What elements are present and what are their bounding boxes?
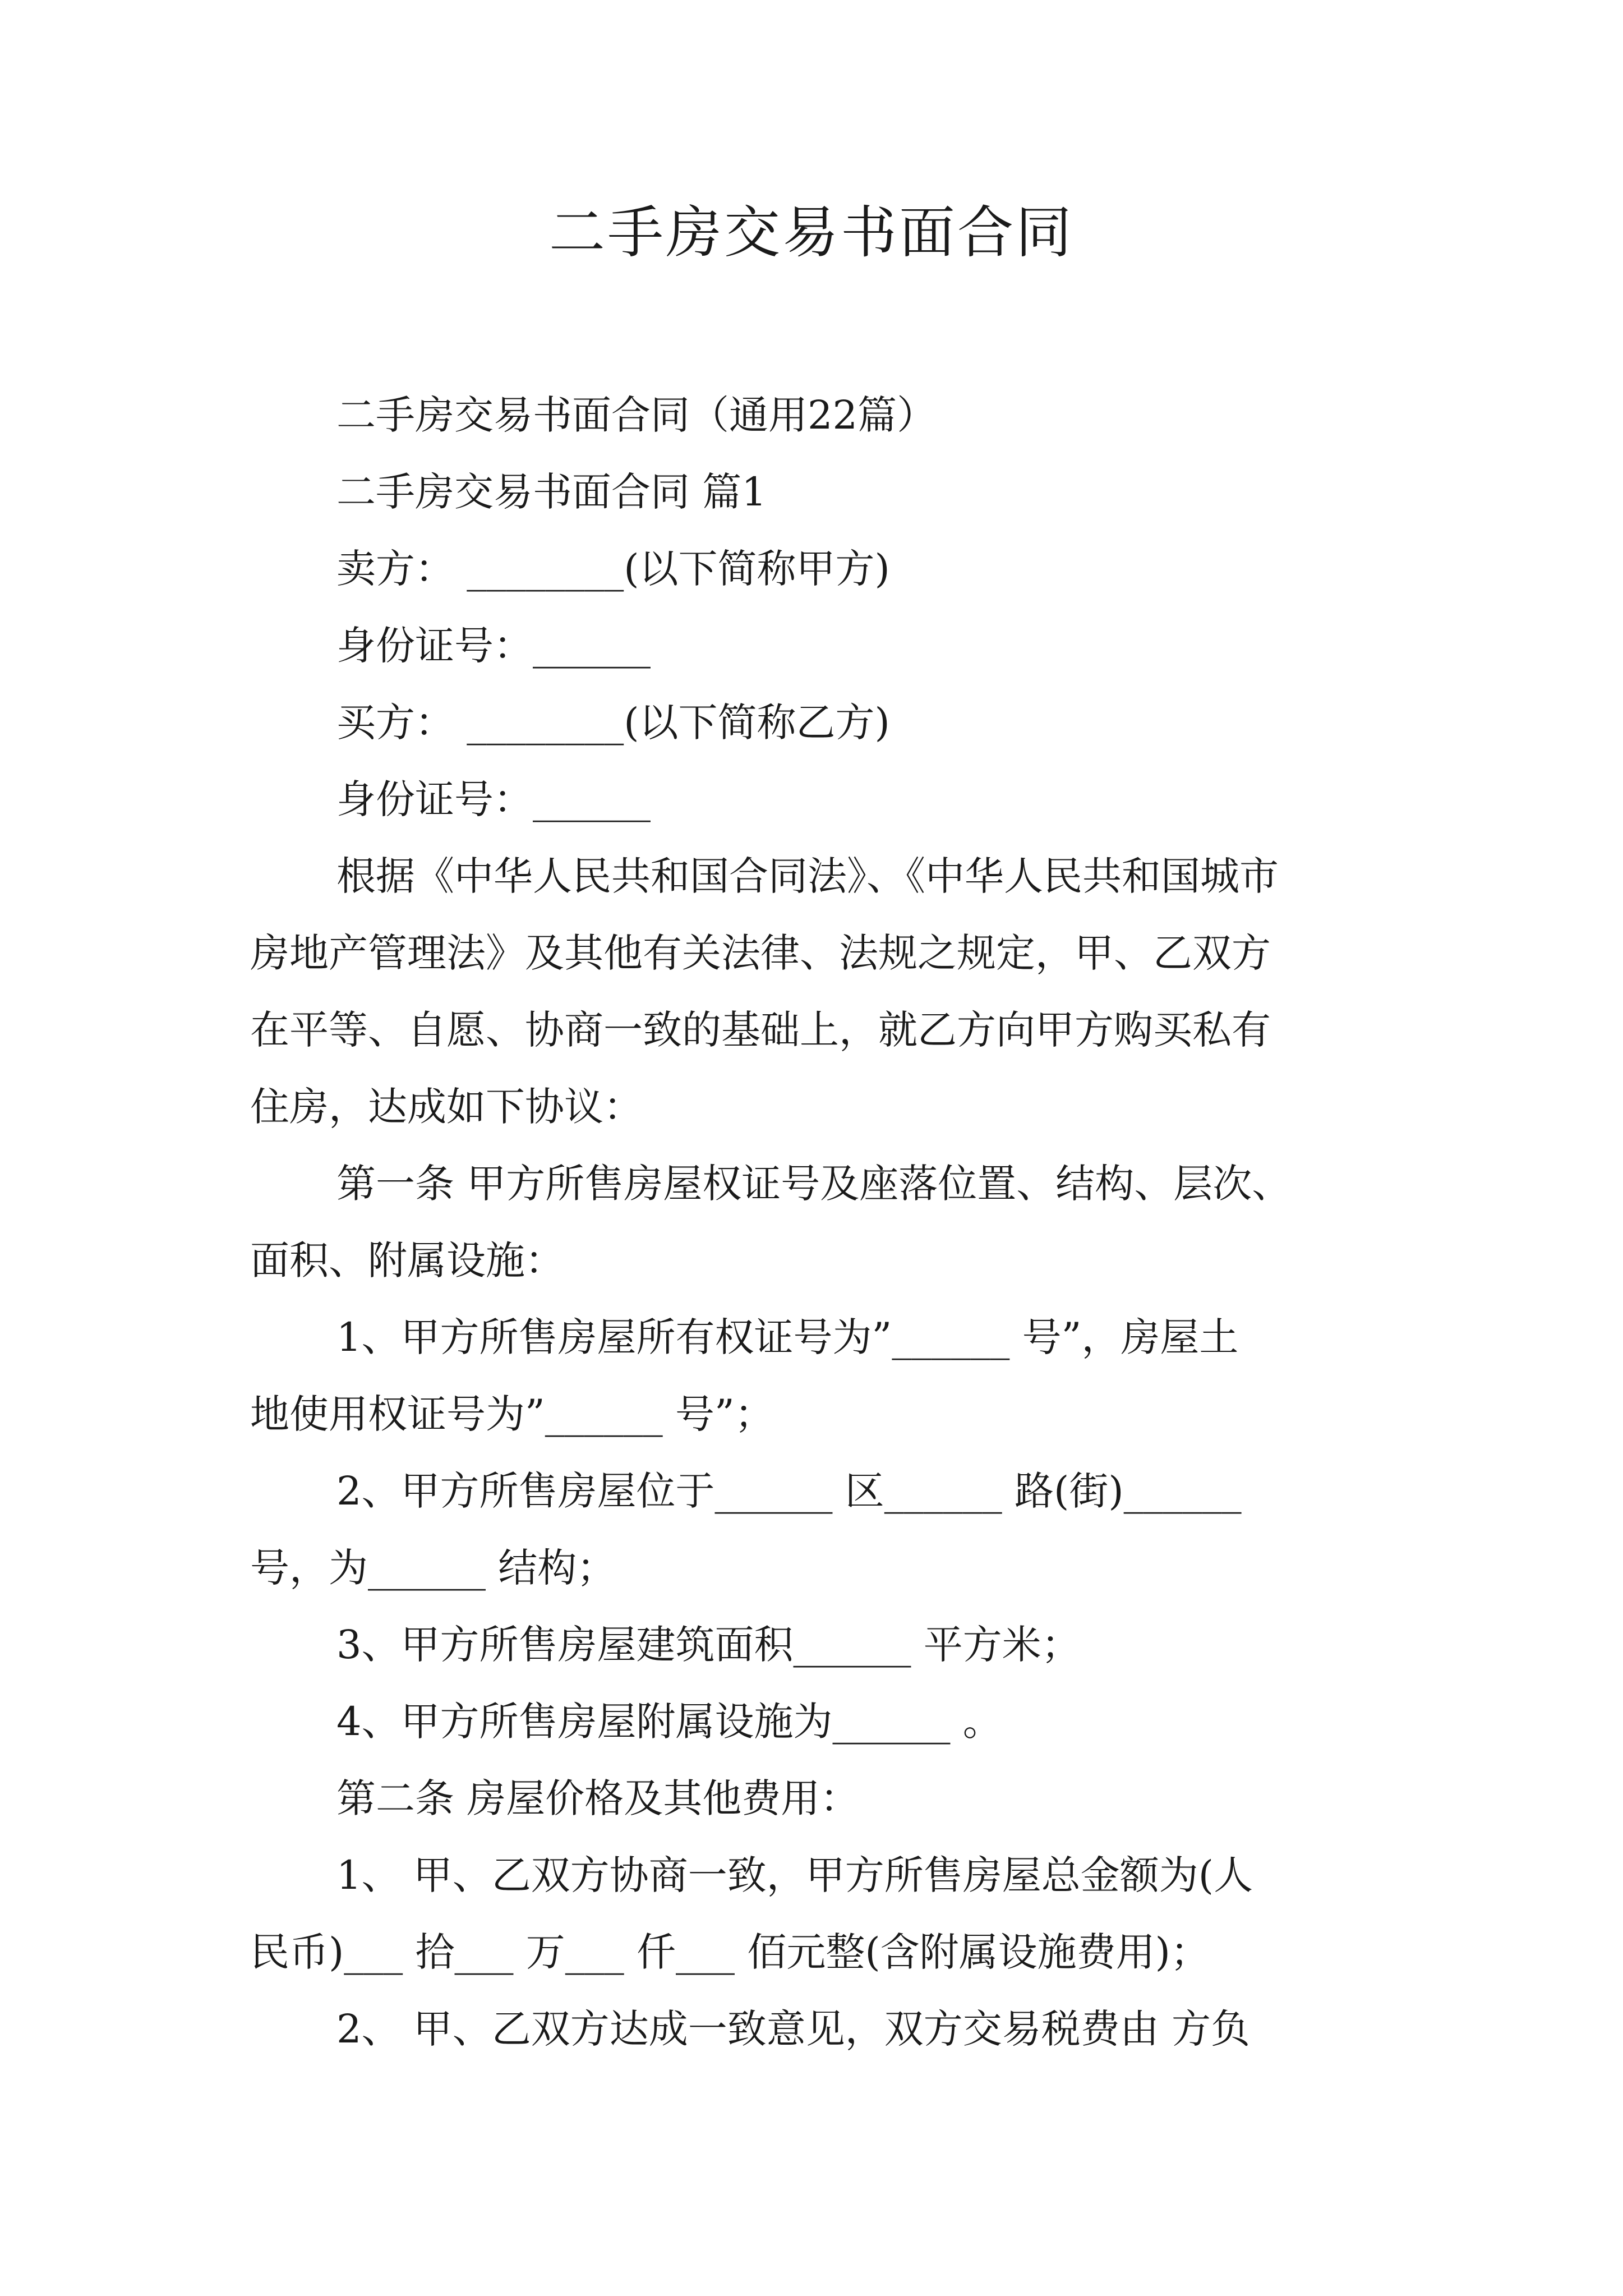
clause-1-2-cont: 号，为______ 结构； xyxy=(250,1545,616,1591)
article-2-heading: 第二条 房屋价格及其他费用： xyxy=(336,1775,860,1821)
seller-id-line: 身份证号：______ xyxy=(336,623,651,669)
buyer-id-line: 身份证号：______ xyxy=(336,776,651,822)
clause-2-2: 2、 甲、乙双方达成一致意见，双方交易税费由 方负 xyxy=(336,2006,1251,2052)
clause-1-1: 1、甲方所售房屋所有权证号为”______ 号”，房屋土 xyxy=(336,1314,1239,1360)
preamble-line-2: 房地产管理法》及其他有关法律、法规之规定，甲、乙双方 xyxy=(250,930,1271,976)
preamble-line-1: 根据《中华人民共和国合同法》、《中华人民共和国城市 xyxy=(336,853,1279,899)
article-1-heading: 第一条 甲方所售房屋权证号及座落位置、结构、层次、 xyxy=(336,1161,1292,1207)
article-1-heading-2: 面积、附属设施： xyxy=(250,1237,564,1283)
preamble-line-3: 在平等、自愿、协商一致的基础上，就乙方向甲方购买私有 xyxy=(250,1007,1271,1053)
buyer-line: 买方： ________(以下简称乙方) xyxy=(336,700,890,746)
clause-1-2: 2、甲方所售房屋位于______ 区______ 路(街)______ xyxy=(336,1468,1242,1514)
clause-1-3: 3、甲方所售房屋建筑面积______ 平方米； xyxy=(336,1622,1081,1668)
section-heading: 二手房交易书面合同 篇1 xyxy=(336,469,767,515)
subtitle-line: 二手房交易书面合同（通用22篇） xyxy=(336,392,937,438)
clause-1-4: 4、甲方所售房屋附属设施为______ 。 xyxy=(336,1699,1002,1745)
seller-line: 卖方： ________(以下简称甲方) xyxy=(336,546,890,592)
document-title: 二手房交易书面合同 xyxy=(549,200,1074,265)
clause-2-1: 1、 甲、乙双方协商一致，甲方所售房屋总金额为(人 xyxy=(336,1852,1253,1898)
clause-1-1-cont: 地使用权证号为”______ 号”； xyxy=(250,1391,774,1437)
preamble-line-4: 住房，达成如下协议： xyxy=(250,1084,643,1130)
clause-2-1-cont: 民币)___ 拾___ 万___ 仟___ 佰元整(含附属设施费用)； xyxy=(250,1929,1210,1975)
